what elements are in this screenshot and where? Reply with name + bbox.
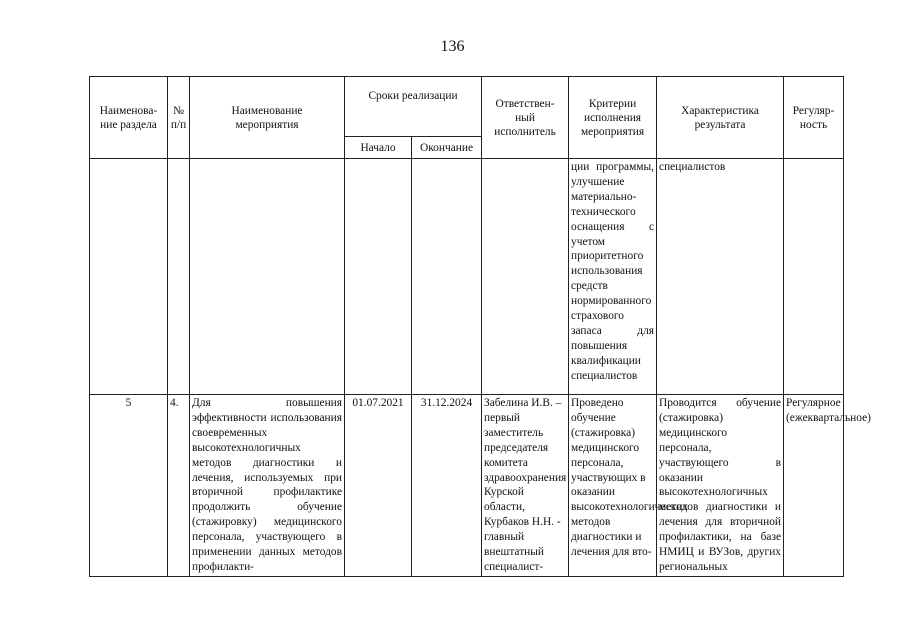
cell-start: 01.07.2021: [345, 395, 412, 577]
cell-criteria: Проведено обучение (стажировка) медицинского персонала, участвующих в оказании высокотехнологических методов диагностики и лечения для вто-: [569, 395, 657, 577]
cell-section: 5: [90, 395, 168, 577]
cell-result: Проводится обучение (стажировка) медицинского персонала, участвующего в оказании высокотехнологичных методов диагностики и лечения для вторичной профилактики, на базе НМИЦ и ВУЗов, других региональных: [657, 395, 784, 577]
header-regularity: Регуляр- ность: [784, 77, 844, 159]
cell-start: [345, 159, 412, 395]
header-timeline: Сроки реализации: [345, 77, 482, 137]
header-event-name: Наименование мероприятия: [190, 77, 345, 159]
cell-event: Для повышения эффективности использования своевременных высокотехнологичных методов диагностики и лечения, используемых при вторичной профилактике продолжить обучение (стажировку) медицинского персонала, участвующего в применении данных методов профилакти-: [190, 395, 345, 577]
header-start: Начало: [345, 137, 412, 159]
header-row: [90, 77, 844, 137]
table-row: [90, 395, 844, 577]
header-responsible: Ответствен- ный исполнитель: [482, 77, 569, 159]
page-number: 136: [440, 38, 465, 55]
header-section-name: Наименова- ние раздела: [90, 77, 168, 159]
cell-event: [190, 159, 345, 395]
cell-end: 31.12.2024: [412, 395, 482, 577]
header-end: Окончание: [412, 137, 482, 159]
table-row: [90, 159, 844, 395]
header-result: Характеристика результата: [657, 77, 784, 159]
cell-responsible: [482, 159, 569, 395]
header-number: № п/п: [168, 77, 190, 159]
cell-regularity: Регулярное (ежеквартальное): [784, 395, 844, 577]
activities-table: [89, 76, 871, 577]
cell-section: [90, 159, 168, 395]
cell-criteria: ции программы, улучшение материально-технического оснащения с учетом приоритетного использования средств нормированного страхового запаса для повышения квалификации специалистов: [569, 159, 657, 395]
cell-responsible: Забелина И.В. – первый заместитель председателя комитета здравоохранения Курской области, Курбаков Н.Н. - главный внештатный специалист-: [482, 395, 569, 577]
cell-regularity: [784, 159, 844, 395]
header-criteria: Критерии исполнения мероприятия: [569, 77, 657, 159]
cell-result: специалистов: [657, 159, 784, 395]
cell-number: [168, 159, 190, 395]
cell-end: [412, 159, 482, 395]
cell-number: 4.: [168, 395, 190, 577]
